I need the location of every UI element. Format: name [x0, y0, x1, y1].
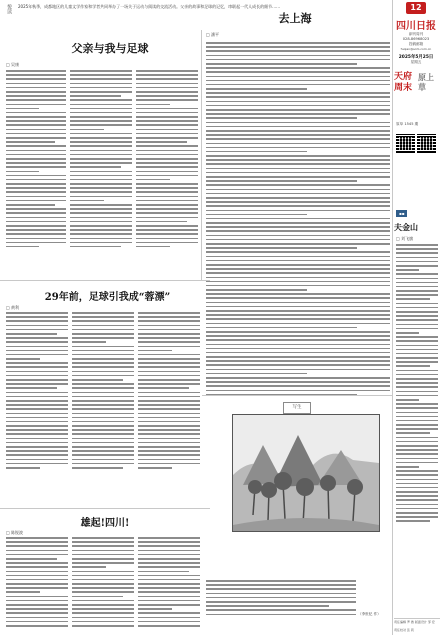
column-logo-grey: 原上草 [418, 72, 434, 92]
masthead-line: 副刊周刊 [408, 32, 424, 36]
text-column [70, 70, 132, 247]
byline-father: □ 吴康 [6, 62, 20, 67]
section-tag: ▪▪ [396, 210, 407, 217]
footer-editor: 责任编辑 罗 傲 版面设计 邹 宏 [394, 620, 435, 624]
column-logo [394, 72, 438, 118]
issue-weekday: 星期五 [410, 60, 422, 64]
painting-credit: （李世纪 作） [358, 612, 381, 616]
text-column [6, 312, 68, 469]
section-divider [0, 508, 210, 509]
side-tab: 悦读 [6, 4, 12, 14]
text-column [6, 537, 68, 627]
qr-code-icon[interactable] [417, 134, 436, 153]
painting-image [232, 414, 380, 532]
masthead [394, 2, 438, 65]
text-column [6, 70, 66, 247]
article-title-jinshan: 夫金山 [394, 222, 418, 232]
byline-jinshan: □ 刘飞旗 [396, 236, 414, 241]
text-column [136, 70, 198, 247]
article-title-29years: 29年前，足球引我成“蓉漂” [44, 292, 171, 303]
masthead-line: fuqian@scrb.com.cn [400, 47, 432, 51]
masthead-line: 028-86968023 [402, 37, 430, 41]
page-number: 12 [406, 2, 426, 14]
article-title-sichuan: 雄起!四川! [80, 518, 130, 529]
byline-shanghai: □ 潘平 [206, 32, 220, 37]
qr-code-icon[interactable] [396, 134, 415, 153]
footer-proof: 责任校对 张 莉 [394, 628, 414, 632]
text-column [206, 580, 356, 615]
column-rule [392, 0, 393, 635]
footer-rule [394, 618, 440, 619]
byline-sichuan: □ 陈锐波 [6, 530, 24, 535]
issue-date: 2025年5月25日 [398, 55, 434, 60]
painting-label: 写生 [283, 402, 311, 414]
text-column [72, 312, 134, 469]
section-divider [0, 280, 210, 281]
text-column [396, 244, 438, 522]
article-title-shanghai: 去上海 [278, 12, 312, 25]
paper-name: 四川日报 [396, 21, 436, 32]
byline-29years: □ 黄利 [6, 305, 20, 310]
text-column [206, 42, 390, 395]
masthead-line: 投稿邮箱 [408, 42, 424, 46]
text-column [138, 537, 200, 627]
column-logo-red: 天府周末 [394, 72, 413, 93]
article-title-father: 父亲与我与足球 [71, 42, 149, 55]
landscape-painting-icon [233, 415, 379, 531]
text-column [138, 312, 200, 469]
intro-text: 2025年秋季，成都地区的儿童文学作家和学者共同举办了一场关于运动与阅读的交流活动。父亲的故事和足球的记忆，串联起一代人成长的细节…… [18, 4, 281, 9]
column-rule [201, 30, 202, 280]
column-number: 原草 1545 期 [396, 122, 419, 126]
text-column [72, 537, 134, 627]
